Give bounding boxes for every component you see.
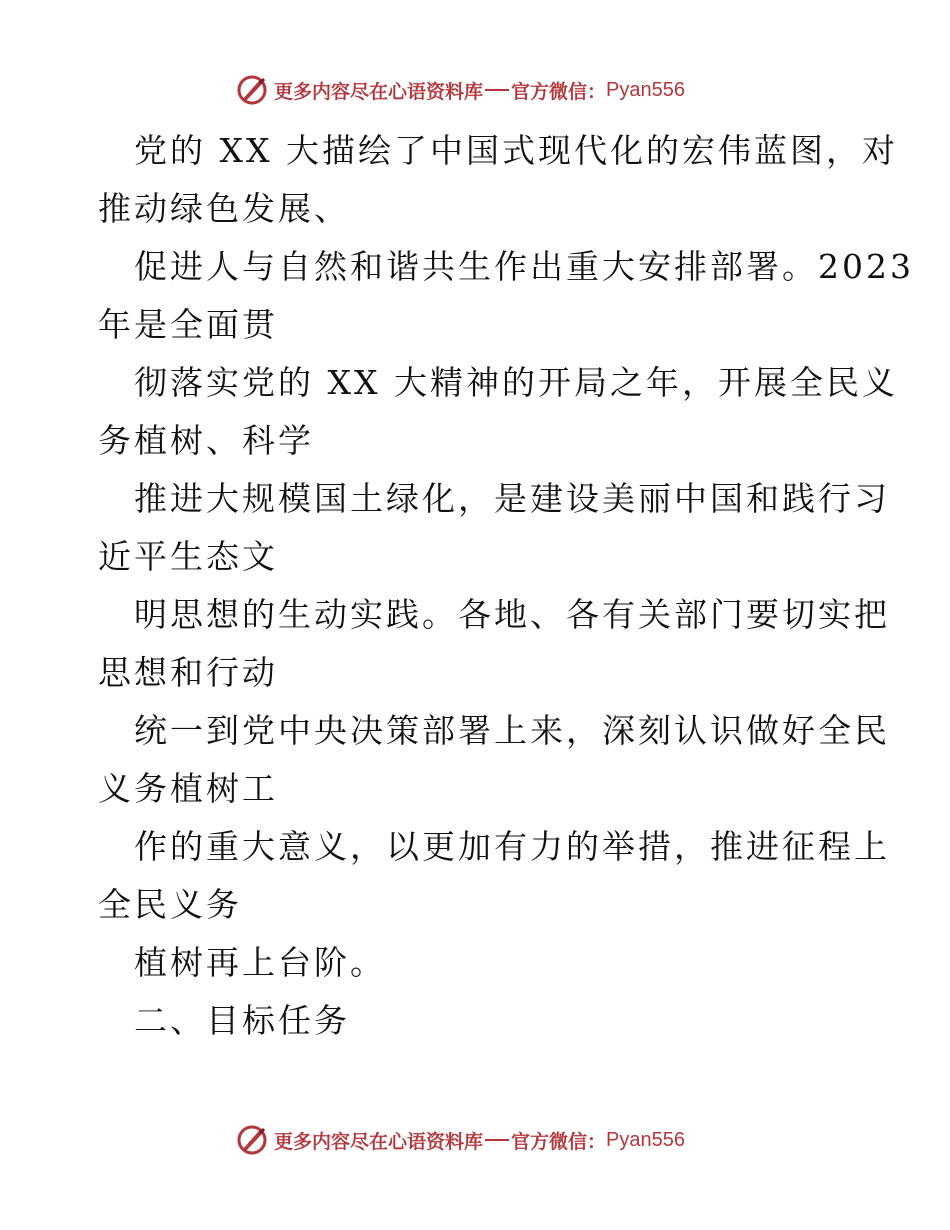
body-line: 彻落实党的 XX 大精神的开局之年，开展全民义: [134, 363, 898, 402]
document-body: [98, 122, 914, 1050]
body-line: 植树再上台阶。: [134, 943, 386, 982]
body-line: 推进大规模国土绿化，是建设美丽中国和践行习: [134, 479, 890, 518]
header-banner-wechat-label: 官方微信：: [511, 80, 607, 103]
body-line: 作的重大意义，以更加有力的举措，推进征程上: [134, 827, 890, 866]
body-line: 近平生态文: [98, 537, 278, 576]
body-line: 统一到党中央决策部署上来，深刻认识做好全民: [134, 711, 890, 750]
body-line: 促进人与自然和谐共生作出重大安排部署。2023: [134, 247, 914, 286]
header-banner-text: 更多内容尽在心语资料库: [274, 80, 484, 103]
body-line: 思想和行动: [98, 653, 278, 692]
body-line: 务植树、科学: [98, 421, 314, 460]
footer-banner-wechat-label: 官方微信：: [511, 1130, 607, 1153]
body-line: 推动绿色发展、: [98, 189, 350, 228]
pen-logo-icon: [236, 1124, 268, 1156]
body-line: 全民义务: [98, 885, 242, 924]
body-line: 年是全面贯: [98, 305, 278, 344]
body-line: 党的 XX 大描绘了中国式现代化的宏伟蓝图，对: [134, 131, 898, 170]
section-heading: 二、目标任务: [134, 1001, 350, 1040]
header-banner-wechat-id: Pyan556: [606, 78, 685, 101]
footer-banner-text: 更多内容尽在心语资料库: [274, 1130, 484, 1153]
footer-banner-dash: [485, 1139, 509, 1141]
footer-banner: [236, 1122, 685, 1158]
footer-banner-wechat-id: Pyan556: [606, 1128, 685, 1151]
pen-logo-icon: [236, 74, 268, 106]
header-banner: [236, 72, 685, 108]
body-line: 义务植树工: [98, 769, 278, 808]
body-line: 明思想的生动实践。各地、各有关部门要切实把: [134, 595, 890, 634]
header-banner-dash: [485, 89, 509, 91]
